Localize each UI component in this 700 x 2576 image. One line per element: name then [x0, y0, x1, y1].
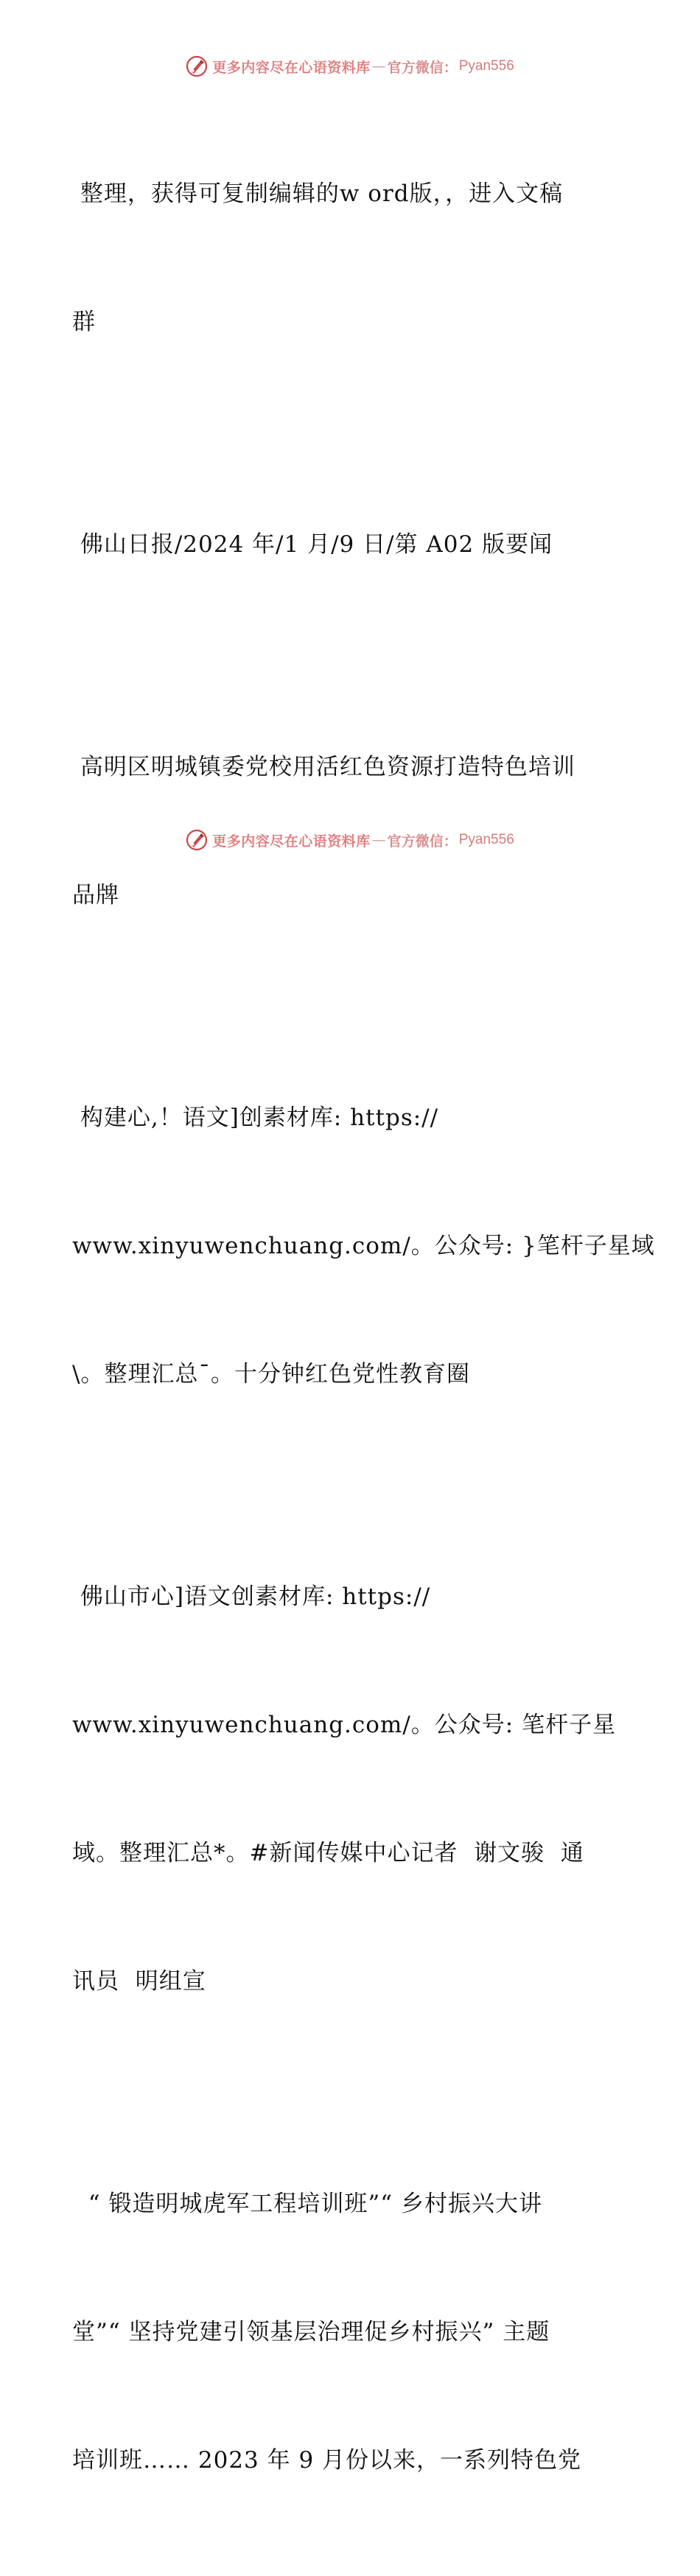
banner-text: 更多内容尽在心语资料库 [212, 833, 371, 850]
pen-logo-icon [186, 55, 208, 77]
paragraph [72, 1490, 632, 2088]
text-line: 构建心,！语文]创素材库: https:// [72, 1105, 439, 1131]
document-body [72, 87, 655, 2576]
paragraph [72, 1011, 655, 1481]
text-line: www.xinyuwenchuang.com/。公众号: 笔杆子星 [72, 1712, 617, 1738]
paragraph [72, 438, 632, 651]
text-line: “ 锻造明城虎军工程培训班”“ 乡村振兴大讲 [72, 2191, 542, 2217]
text-line: \。整理汇总¯。十分钟红色党性教育圈 [72, 1361, 470, 1387]
text-line: 佛山市心]语文创素材库: https:// [72, 1583, 431, 1610]
paragraph [72, 87, 632, 429]
text-line: 堂”“ 坚持党建引领基层治理促乡村振兴” 主题 [72, 2319, 550, 2345]
header-banner [0, 52, 700, 81]
paragraph [72, 2097, 632, 2567]
text-line: 佛山日报/2024 年/1 月/9 日/第 A02 版要闻 [72, 531, 553, 558]
banner-wechat-label: 官方微信： [387, 59, 458, 76]
banner-wechat-id: Pyan556 [458, 832, 514, 847]
text-line: www.xinyuwenchuang.com/。公众号: }笔杆子星域 [72, 1233, 655, 1259]
text-line: 讯员 明组宣 [72, 1968, 206, 1995]
text-line: 群 [72, 309, 96, 335]
text-line: 整理，获得可复制编辑的w ord版，，进入文稿 [72, 181, 564, 207]
text-line: 培训班…… 2023 年 9 月份以来，一系列特色党 [72, 2447, 582, 2474]
footer-banner [0, 825, 700, 855]
text-line: 品牌 [72, 882, 119, 909]
banner-separator: — [371, 58, 386, 74]
banner-wechat-label: 官方微信： [387, 833, 458, 850]
banner-separator: — [371, 832, 386, 848]
pen-logo-icon [186, 829, 208, 851]
text-line: 高明区明城镇委党校用活红色资源打造特色培训 [72, 754, 575, 780]
text-line: 域。整理汇总*。#新闻传媒中心记者 谢文骏 通 [72, 1840, 584, 1866]
banner-wechat-id: Pyan556 [458, 58, 514, 74]
banner-text: 更多内容尽在心语资料库 [212, 59, 371, 76]
